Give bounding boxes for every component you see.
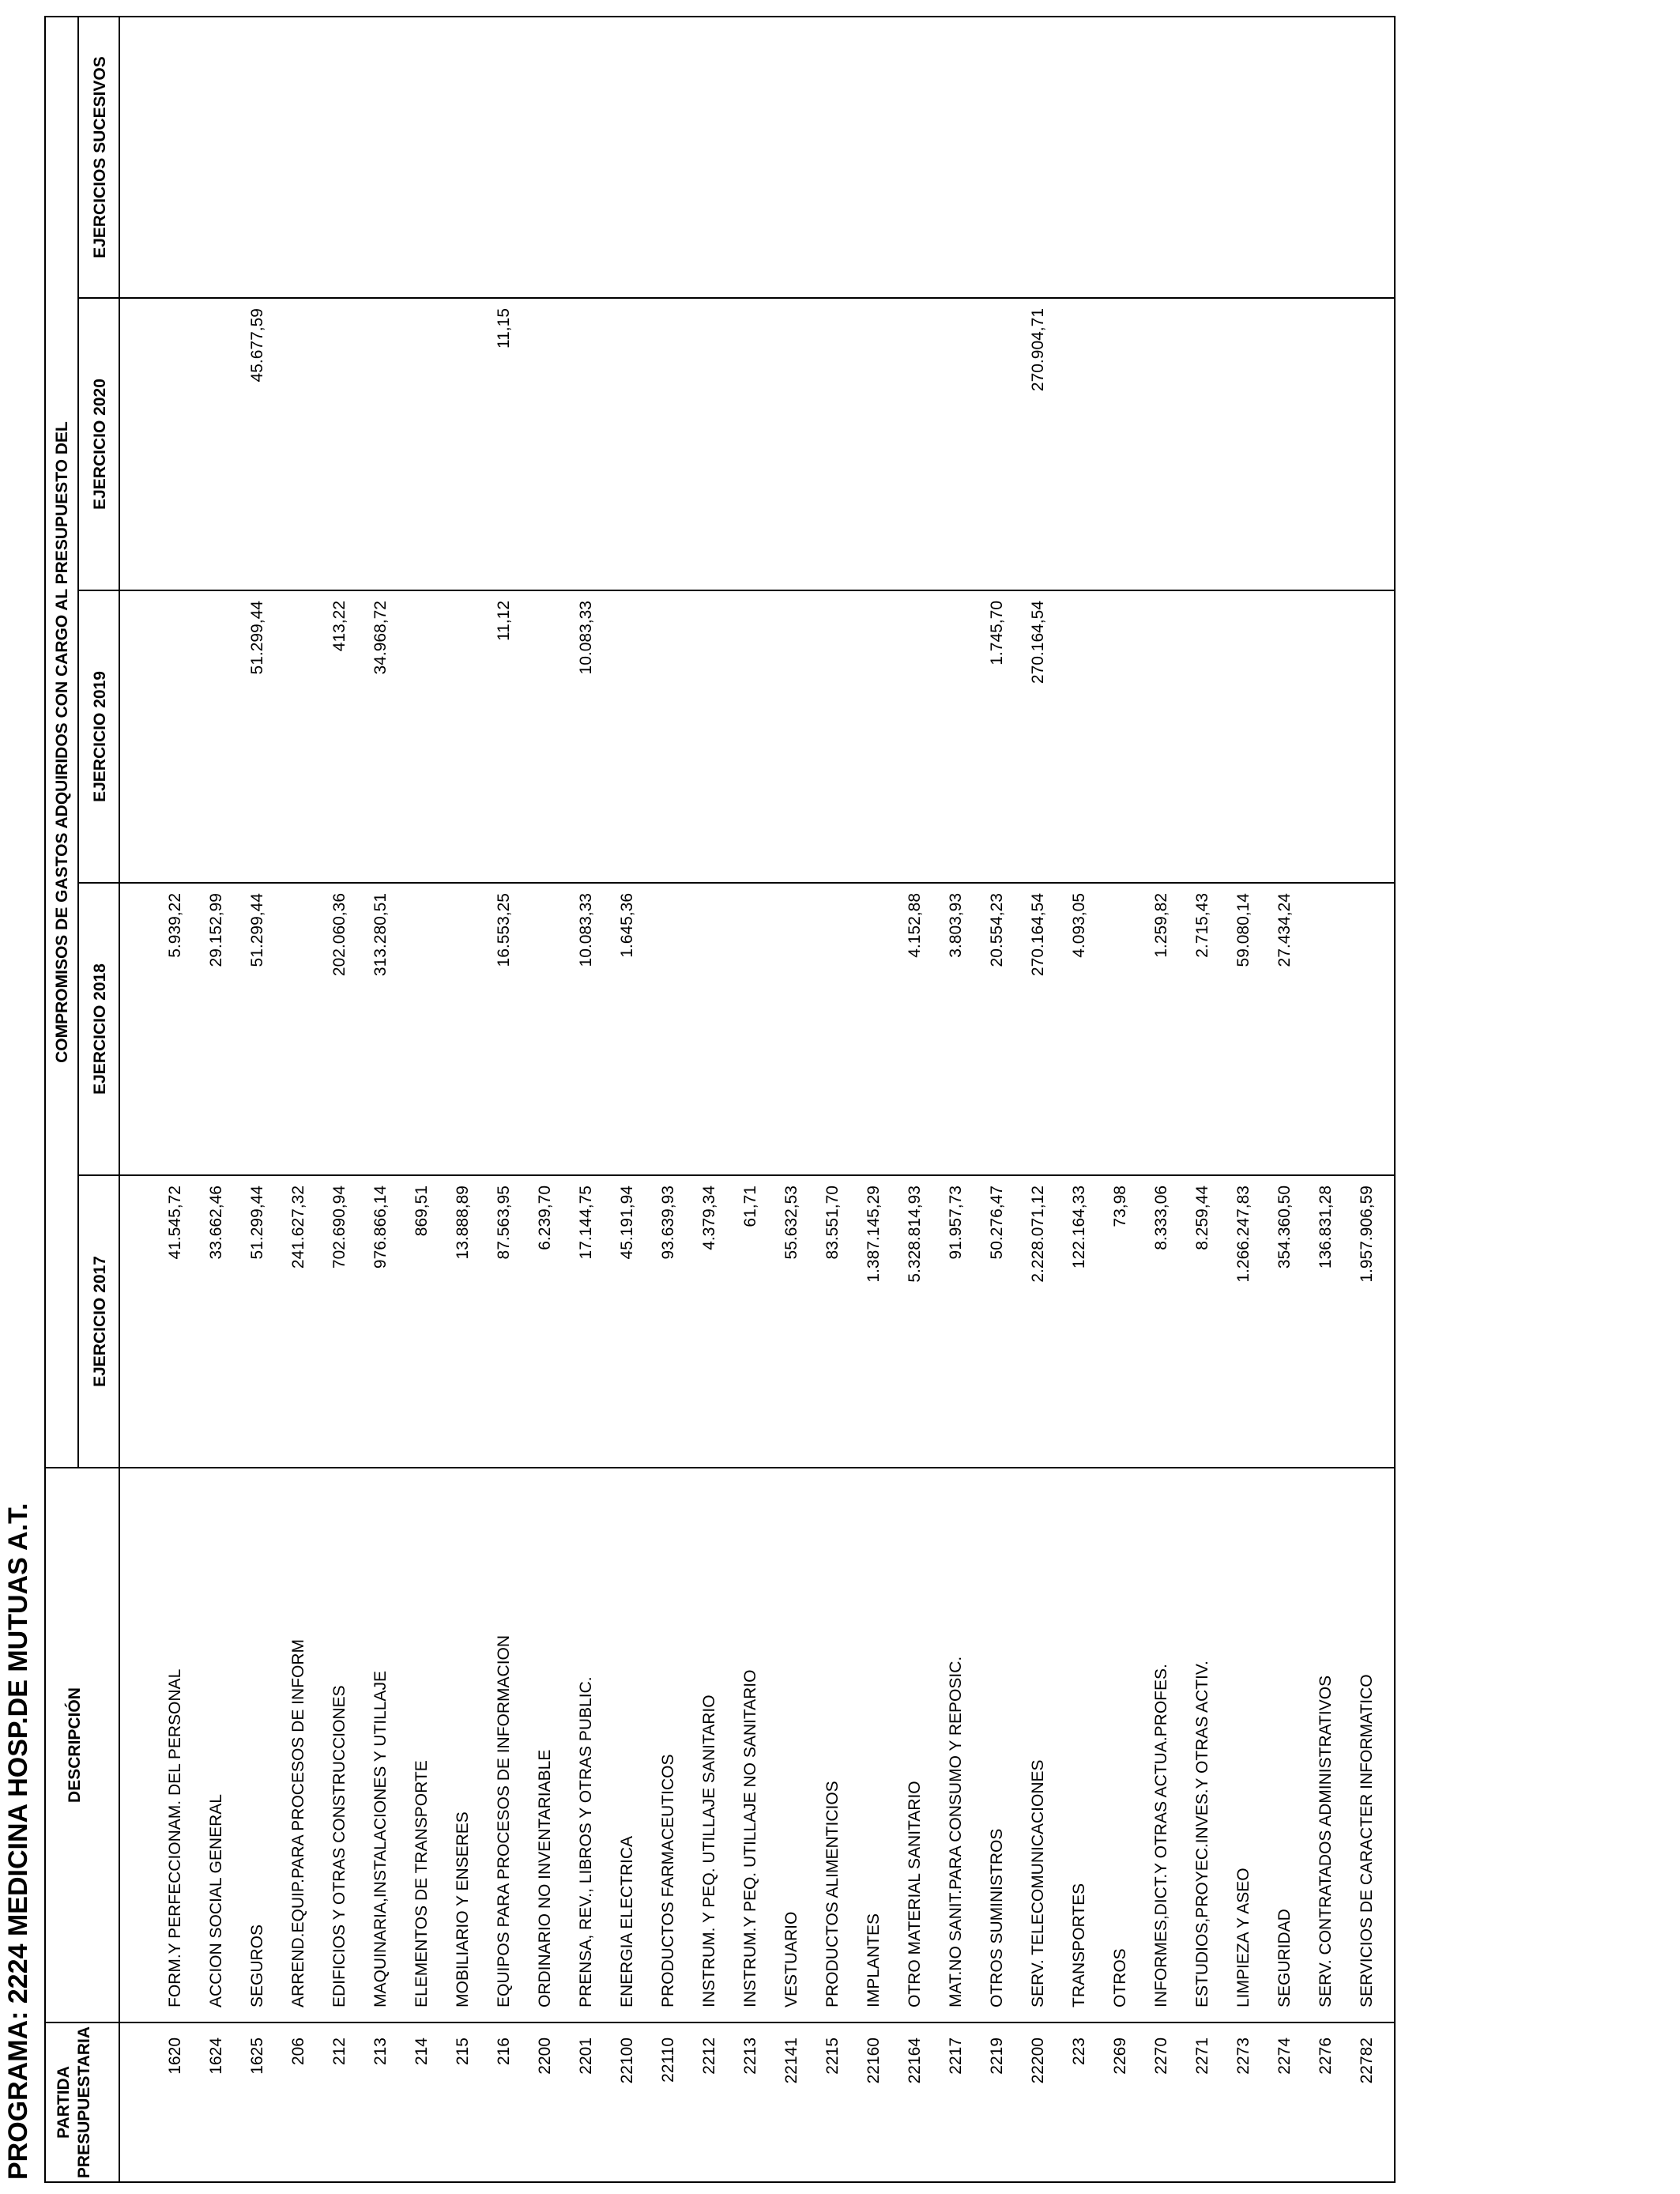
cell-ej2017: 4.379,34 [700, 1186, 718, 1250]
cell-partida: 214 [412, 2038, 431, 2066]
cell-ej2017: 13.888,89 [454, 1186, 472, 1260]
cell-ej2017: 976.866,14 [371, 1186, 390, 1269]
cell-descripcion: ENERGIA ELECTRICA [618, 1835, 636, 2007]
cell-partida: 1624 [207, 2038, 225, 2075]
cell-ej2019: 10.083,33 [577, 601, 595, 675]
cell-ej2019 [814, 601, 852, 882]
cell-descripcion: INFORMES,DICT.Y OTRAS ACTUA.PROFES. [1152, 1664, 1170, 2007]
cell-ej2018 [650, 893, 687, 1174]
cell-ej2020 [403, 308, 441, 590]
cell-sucesivos [773, 28, 811, 297]
cell-ej2020 [896, 308, 934, 590]
cell-ej2017: 1.266.247,83 [1234, 1186, 1252, 1283]
cell-sucesivos [239, 28, 277, 297]
cell-sucesivos [1184, 28, 1222, 297]
cell-ej2017: 51.299,44 [248, 1186, 266, 1260]
cell-partida: 2200 [536, 2038, 554, 2075]
cell-partida: 2219 [988, 2038, 1006, 2075]
cell-partida: 213 [371, 2038, 390, 2066]
cell-ej2019 [1266, 601, 1304, 882]
cell-ej2017: 122.164,33 [1070, 1186, 1088, 1269]
cell-ej2019: 413,22 [330, 601, 348, 652]
col-divider [46, 2022, 1394, 2023]
cell-ej2018: 202.060,36 [330, 893, 348, 977]
cell-sucesivos [978, 28, 1016, 297]
cell-ej2018: 29.152,99 [207, 893, 225, 967]
cell-sucesivos [608, 28, 646, 297]
cell-ej2020 [1184, 308, 1222, 590]
cell-ej2018: 4.152,88 [906, 893, 924, 958]
cell-sucesivos [1143, 28, 1181, 297]
cell-ej2018: 270.164,54 [1029, 893, 1047, 977]
cell-descripcion: OTROS [1111, 1948, 1129, 2007]
cell-descripcion: PRENSA, REV., LIBROS Y OTRAS PUBLIC. [577, 1676, 595, 2007]
cell-sucesivos [198, 28, 235, 297]
cell-ej2019 [1348, 601, 1386, 882]
cell-ej2017: 91.957,73 [947, 1186, 965, 1260]
cell-ej2019: 11,12 [495, 601, 513, 641]
cell-ej2018: 16.553,25 [495, 893, 513, 967]
cell-partida: 2276 [1317, 2038, 1335, 2075]
cell-ej2018 [855, 893, 893, 1174]
cell-descripcion: OTROS SUMINISTROS [988, 1828, 1006, 2007]
cell-descripcion: EDIFICIOS Y OTRAS CONSTRUCCIONES [330, 1685, 348, 2007]
cell-sucesivos [526, 28, 564, 297]
cell-ej2019: 34.968,72 [371, 601, 390, 675]
cell-partida: 2273 [1234, 2038, 1252, 2075]
cell-ej2020 [156, 308, 194, 590]
header-divider [119, 17, 120, 2181]
cell-ej2019 [732, 601, 770, 882]
cell-descripcion: ARREND.EQUIP.PARA PROCESOS DE INFORM [289, 1639, 307, 2007]
header-partida: PARTIDA PRESUPUESTARIA [55, 2026, 93, 2179]
cell-sucesivos [362, 28, 400, 297]
cell-descripcion: SEGURIDAD [1275, 1909, 1294, 2007]
header-descripcion: DESCRIPCIÓN [66, 1687, 84, 1803]
cell-ej2017: 5.328.814,93 [906, 1186, 924, 1283]
cell-ej2017: 83.551,70 [823, 1186, 842, 1260]
cell-partida: 22160 [864, 2038, 883, 2084]
cell-descripcion: ESTUDIOS,PROYEC.INVES.Y OTRAS ACTIV. [1193, 1661, 1211, 2007]
cell-ej2020 [526, 308, 564, 590]
cell-ej2017: 45.191,94 [618, 1186, 636, 1260]
cell-ej2019 [773, 601, 811, 882]
cell-partida: 22164 [906, 2038, 924, 2084]
cell-ej2018: 5.939,22 [166, 893, 184, 958]
cell-ej2019 [526, 601, 564, 882]
cell-partida: 22200 [1029, 2038, 1047, 2084]
cell-descripcion: INSTRUM. Y PEQ. UTILLAJE SANITARIO [700, 1695, 718, 2007]
cell-descripcion: PRODUCTOS FARMACEUTICOS [659, 1754, 677, 2007]
cell-sucesivos [814, 28, 852, 297]
cell-ej2020 [732, 308, 770, 590]
cell-partida: 22110 [659, 2038, 677, 2083]
cell-ej2019 [608, 601, 646, 882]
cell-ej2018: 1.645,36 [618, 893, 636, 958]
cell-partida: 1620 [166, 2038, 184, 2075]
cell-partida: 2271 [1193, 2038, 1211, 2075]
cell-sucesivos [1019, 28, 1057, 297]
cell-ej2018: 4.093,05 [1070, 893, 1088, 958]
cell-ej2019 [650, 601, 687, 882]
cell-ej2019 [1307, 601, 1345, 882]
cell-sucesivos [280, 28, 318, 297]
cell-ej2020 [773, 308, 811, 590]
cell-partida: 2274 [1275, 2038, 1294, 2075]
cell-ej2020: 45.677,59 [248, 308, 266, 383]
cell-ej2017: 41.545,72 [166, 1186, 184, 1260]
cell-ej2019 [896, 601, 934, 882]
cell-descripcion: PRODUCTOS ALIMENTICIOS [823, 1781, 842, 2007]
cell-ej2017: 354.360,50 [1275, 1186, 1294, 1269]
cell-partida: 212 [330, 2038, 348, 2066]
cell-descripcion: MAQUINARIA,INSTALACIONES Y UTILLAJE [371, 1671, 390, 2007]
cell-sucesivos [321, 28, 359, 297]
cell-sucesivos [855, 28, 893, 297]
cell-ej2018 [732, 893, 770, 1174]
cell-ej2018 [773, 893, 811, 1174]
cell-ej2019 [691, 601, 729, 882]
cell-partida: 2201 [577, 2038, 595, 2075]
cell-ej2017: 136.831,28 [1317, 1186, 1335, 1269]
cell-descripcion: EQUIPOS PARA PROCESOS DE INFORMACION [495, 1634, 513, 2007]
cell-ej2019: 270.164,54 [1029, 601, 1047, 684]
cell-ej2020 [1102, 308, 1139, 590]
cell-partida: 2269 [1111, 2038, 1129, 2075]
header-ej2017: EJERCICIO 2017 [91, 1256, 109, 1387]
cell-ej2018: 1.259,82 [1152, 893, 1170, 958]
cell-partida: 2212 [700, 2038, 718, 2075]
cell-ej2018 [403, 893, 441, 1174]
cell-descripcion: ELEMENTOS DE TRANSPORTE [412, 1760, 431, 2007]
cell-descripcion: MAT.NO SANIT.PARA CONSUMO Y REPOSIC. [947, 1656, 965, 2007]
cell-ej2017: 1.957.906,59 [1358, 1186, 1376, 1283]
cell-descripcion: INSTRUM.Y PEQ. UTILLAJE NO SANITARIO [741, 1669, 759, 2007]
cell-partida: 215 [454, 2038, 472, 2066]
cell-sucesivos [156, 28, 194, 297]
cell-ej2020 [814, 308, 852, 590]
cell-partida: 1625 [248, 2038, 266, 2075]
cell-ej2018 [280, 893, 318, 1174]
cell-ej2018: 51.299,44 [248, 893, 266, 967]
cell-partida: 22141 [782, 2038, 800, 2084]
col-divider [77, 590, 1394, 591]
cell-ej2020 [1348, 308, 1386, 590]
cell-sucesivos [403, 28, 441, 297]
budget-table [44, 16, 1396, 2183]
cell-partida: 22782 [1358, 2038, 1376, 2084]
cell-partida: 22100 [618, 2038, 636, 2084]
cell-partida: 2215 [823, 2038, 842, 2075]
cell-ej2018: 10.083,33 [577, 893, 595, 967]
cell-partida: 206 [289, 2038, 307, 2066]
cell-ej2020: 11,15 [495, 308, 513, 349]
cell-sucesivos [485, 28, 523, 297]
cell-ej2019 [198, 601, 235, 882]
cell-ej2019 [1060, 601, 1098, 882]
col-divider [46, 1467, 1394, 1468]
cell-ej2020 [444, 308, 482, 590]
cell-ej2019 [280, 601, 318, 882]
cell-descripcion: LIMPIEZA Y ASEO [1234, 1868, 1252, 2007]
cell-sucesivos [896, 28, 934, 297]
cell-ej2017: 6.239,70 [536, 1186, 554, 1250]
header-sucesivos: EJERCICIOS SUCESIVOS [91, 56, 109, 258]
cell-sucesivos [650, 28, 687, 297]
col-divider [77, 882, 1394, 884]
col-divider [77, 297, 1394, 299]
cell-ej2020 [198, 308, 235, 590]
cell-descripcion: IMPLANTES [864, 1913, 883, 2007]
cell-ej2019: 51.299,44 [248, 601, 266, 675]
cell-ej2017: 55.632,53 [782, 1186, 800, 1260]
cell-descripcion: MOBILIARIO Y ENSERES [454, 1811, 472, 2007]
cell-descripcion: SERV. CONTRATADOS ADMINISTRATIVOS [1317, 1675, 1335, 2007]
cell-sucesivos [691, 28, 729, 297]
cell-ej2020 [608, 308, 646, 590]
cell-sucesivos [1060, 28, 1098, 297]
cell-ej2020 [321, 308, 359, 590]
cell-ej2020 [362, 308, 400, 590]
cell-ej2020 [1060, 308, 1098, 590]
cell-ej2019 [1102, 601, 1139, 882]
header-ej2020: EJERCICIO 2020 [91, 379, 109, 510]
cell-ej2020 [280, 308, 318, 590]
cell-ej2018: 3.803,93 [947, 893, 965, 958]
cell-sucesivos [1266, 28, 1304, 297]
cell-ej2017: 241.627,32 [289, 1186, 307, 1269]
header-compromisos: COMPROMISOS DE GASTOS ADQUIRIDOS CON CARGO AL PRESUPUESTO DEL [53, 421, 71, 1063]
cell-ej2018: 313.280,51 [371, 893, 390, 977]
cell-descripcion: VESTUARIO [782, 1911, 800, 2007]
cell-descripcion: ORDINARIO NO INVENTARIABLE [536, 1749, 554, 2007]
cell-descripcion: SERV. TELECOMUNICACIONES [1029, 1759, 1047, 2007]
cell-ej2018 [1102, 893, 1139, 1174]
cell-ej2020: 270.904,71 [1029, 308, 1047, 392]
cell-ej2020 [1266, 308, 1304, 590]
cell-ej2020 [855, 308, 893, 590]
cell-sucesivos [732, 28, 770, 297]
cell-descripcion: SEGUROS [248, 1924, 266, 2007]
cell-ej2018: 59.080,14 [1234, 893, 1252, 967]
cell-ej2017: 93.639,93 [659, 1186, 677, 1260]
cell-sucesivos [1102, 28, 1139, 297]
cell-ej2018: 2.715,43 [1193, 893, 1211, 958]
cell-ej2019 [1225, 601, 1263, 882]
cell-ej2018: 27.434,24 [1275, 893, 1294, 967]
cell-descripcion: ACCION SOCIAL GENERAL [207, 1794, 225, 2007]
cell-ej2020 [937, 308, 975, 590]
cell-ej2018 [691, 893, 729, 1174]
cell-descripcion: SERVICIOS DE CARACTER INFORMATICO [1358, 1674, 1376, 2007]
cell-ej2019 [855, 601, 893, 882]
cell-ej2017: 8.259,44 [1193, 1186, 1211, 1250]
cell-partida: 2270 [1152, 2038, 1170, 2075]
cell-ej2017: 61,71 [741, 1186, 759, 1227]
cell-ej2019 [1143, 601, 1181, 882]
cell-sucesivos [567, 28, 605, 297]
cell-ej2020 [691, 308, 729, 590]
cell-ej2020 [650, 308, 687, 590]
cell-sucesivos [937, 28, 975, 297]
cell-descripcion: TRANSPORTES [1070, 1883, 1088, 2007]
cell-ej2020 [978, 308, 1016, 590]
cell-ej2019 [403, 601, 441, 882]
cell-ej2017: 50.276,47 [988, 1186, 1006, 1260]
cell-ej2017: 8.333,06 [1152, 1186, 1170, 1250]
cell-ej2018 [526, 893, 564, 1174]
cell-ej2019: 1.745,70 [988, 601, 1006, 665]
cell-ej2019 [156, 601, 194, 882]
cell-ej2017: 73,98 [1111, 1186, 1129, 1227]
cell-sucesivos [1307, 28, 1345, 297]
cell-ej2020 [1225, 308, 1263, 590]
row-divider [77, 17, 79, 1467]
cell-ej2019 [1184, 601, 1222, 882]
cell-sucesivos [1225, 28, 1263, 297]
header-ej2018: EJERCICIO 2018 [91, 963, 109, 1095]
cell-ej2018 [1307, 893, 1345, 1174]
cell-ej2018 [1348, 893, 1386, 1174]
cell-partida: 2213 [741, 2038, 759, 2075]
cell-partida: 2217 [947, 2038, 965, 2075]
cell-ej2017: 87.563,95 [495, 1186, 513, 1260]
cell-ej2017: 702.690,94 [330, 1186, 348, 1269]
cell-ej2017: 1.387.145,29 [864, 1186, 883, 1283]
cell-ej2017: 17.144,75 [577, 1186, 595, 1260]
cell-ej2017: 33.662,46 [207, 1186, 225, 1260]
cell-partida: 216 [495, 2038, 513, 2066]
cell-ej2020 [567, 308, 605, 590]
cell-descripcion: FORM.Y PERFECCIONAM. DEL PERSONAL [166, 1668, 184, 2007]
cell-ej2017: 869,51 [412, 1186, 431, 1237]
cell-descripcion: OTRO MATERIAL SANITARIO [906, 1781, 924, 2007]
col-divider [77, 1174, 1394, 1176]
cell-ej2020 [1307, 308, 1345, 590]
cell-partida: 223 [1070, 2038, 1088, 2066]
cell-ej2017: 2.228.071,12 [1029, 1186, 1047, 1283]
header-ej2019: EJERCICIO 2019 [91, 671, 109, 802]
cell-sucesivos [1348, 28, 1386, 297]
page-title: PROGRAMA: 2224 MEDICINA HOSP.DE MUTUAS A.T. [3, 1502, 33, 2180]
cell-ej2020 [1143, 308, 1181, 590]
cell-ej2019 [444, 601, 482, 882]
cell-sucesivos [444, 28, 482, 297]
cell-ej2018 [444, 893, 482, 1174]
cell-ej2018 [814, 893, 852, 1174]
cell-ej2019 [937, 601, 975, 882]
cell-ej2018: 20.554,23 [988, 893, 1006, 967]
